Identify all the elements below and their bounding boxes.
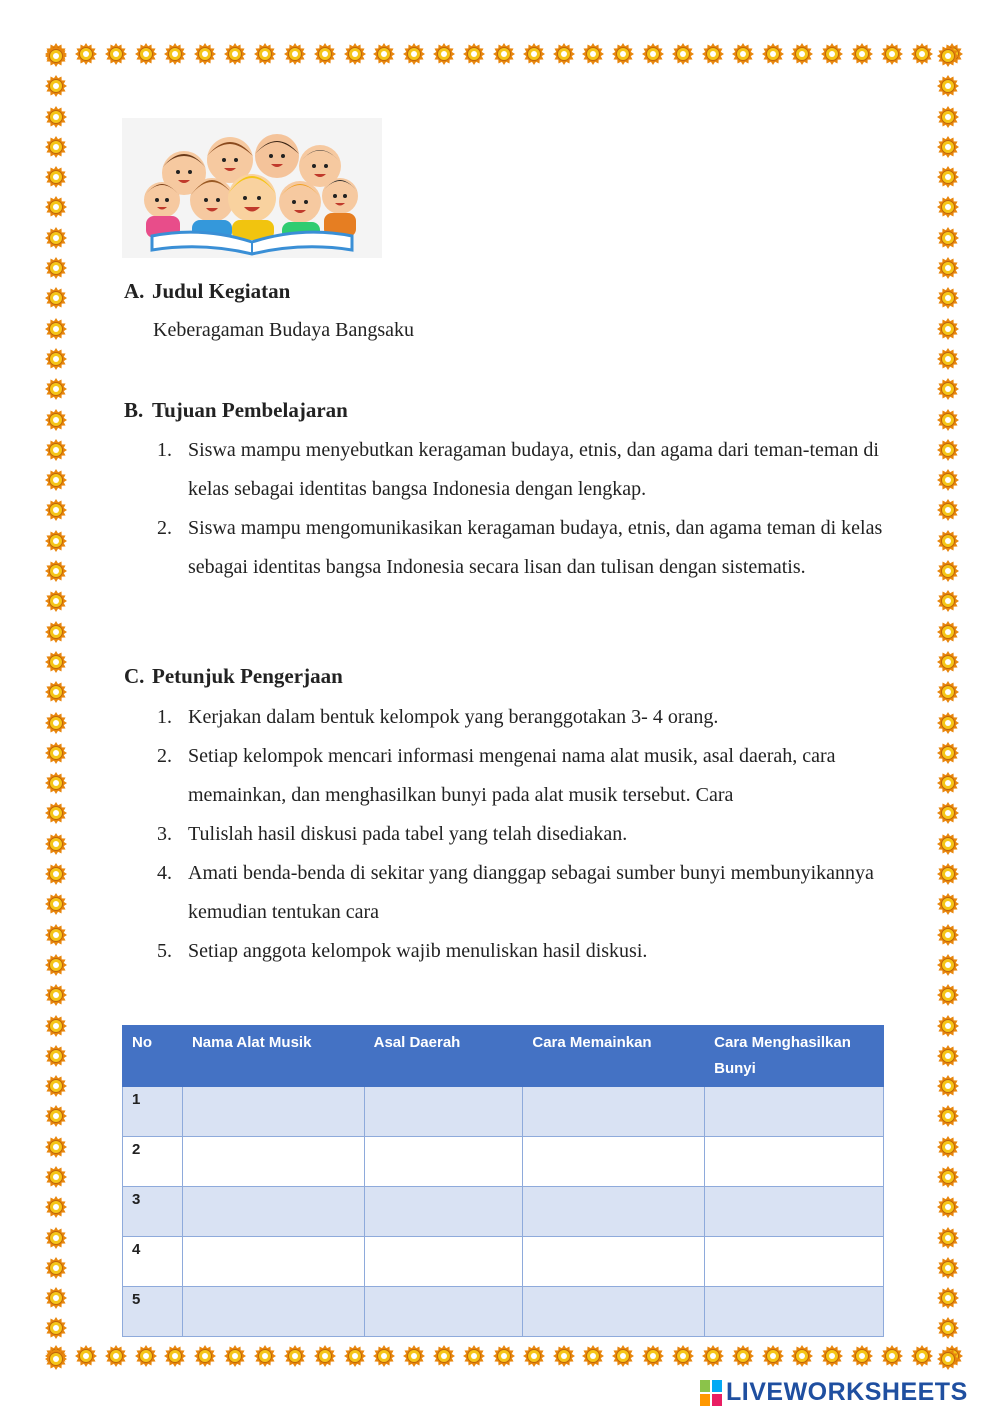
how-to-play-cell[interactable]	[523, 1137, 705, 1187]
row-number: 1	[123, 1087, 183, 1137]
sun-ornament-icon	[45, 499, 67, 521]
instrument-name-cell[interactable]	[182, 1287, 364, 1337]
sun-ornament-icon	[45, 1166, 67, 1188]
table-row	[123, 1187, 884, 1237]
list-item: 3. Tulislah hasil diskusi pada tabel yang telah disediakan.	[157, 823, 628, 845]
sun-ornament-icon	[45, 439, 67, 461]
sun-ornament-icon	[821, 43, 843, 65]
sun-ornament-icon	[702, 1345, 724, 1367]
sun-ornament-icon	[45, 560, 67, 582]
sun-ornament-icon	[937, 590, 959, 612]
sun-ornament-icon	[911, 1345, 933, 1367]
instrument-name-cell[interactable]	[182, 1237, 364, 1287]
sun-ornament-icon	[45, 106, 67, 128]
sun-ornament-icon	[45, 984, 67, 1006]
sun-ornament-icon	[937, 1105, 959, 1127]
sound-production-cell[interactable]	[705, 1237, 884, 1287]
sun-ornament-icon	[344, 1345, 366, 1367]
sun-ornament-icon	[224, 43, 246, 65]
sun-ornament-icon	[937, 106, 959, 128]
row-number: 2	[123, 1137, 183, 1187]
sun-ornament-icon	[284, 1345, 306, 1367]
sun-ornament-icon	[254, 43, 276, 65]
sun-ornament-icon	[373, 1345, 395, 1367]
sun-ornament-icon	[75, 43, 97, 65]
how-to-play-cell[interactable]	[523, 1187, 705, 1237]
activity-title: Keberagaman Budaya Bangsaku	[153, 319, 415, 341]
sun-ornament-icon	[937, 1317, 959, 1339]
sun-ornament-icon	[937, 1257, 959, 1279]
sun-ornament-icon	[45, 348, 67, 370]
learning-objectives-list	[153, 431, 913, 587]
sun-ornament-icon	[45, 409, 67, 431]
sun-ornament-icon	[553, 1345, 575, 1367]
sun-ornament-icon	[937, 287, 959, 309]
sun-ornament-icon	[45, 1045, 67, 1067]
instruction-text: Kerjakan dalam bentuk kelompok yang beranggotakan 3- 4 orang.	[188, 706, 719, 728]
sun-ornament-icon	[45, 1196, 67, 1218]
row-number: 4	[123, 1237, 183, 1287]
sun-ornament-icon	[45, 45, 67, 67]
table-row	[123, 1287, 884, 1337]
table-row	[123, 1237, 884, 1287]
sun-ornament-icon	[45, 1075, 67, 1097]
sun-ornament-icon	[45, 1227, 67, 1249]
how-to-play-cell[interactable]	[523, 1087, 705, 1137]
table-row	[123, 1087, 884, 1137]
sun-ornament-icon	[937, 954, 959, 976]
sun-ornament-icon	[937, 1287, 959, 1309]
sound-production-cell[interactable]	[705, 1287, 884, 1337]
sun-ornament-icon	[373, 43, 395, 65]
sun-ornament-icon	[937, 318, 959, 340]
sound-production-cell[interactable]	[705, 1137, 884, 1187]
sun-ornament-icon	[937, 651, 959, 673]
sun-ornament-icon	[45, 1136, 67, 1158]
sun-ornament-icon	[75, 1345, 97, 1367]
sun-ornament-icon	[851, 43, 873, 65]
sun-ornament-icon	[45, 681, 67, 703]
sun-ornament-icon	[45, 590, 67, 612]
sun-ornament-icon	[45, 621, 67, 643]
list-item: 2. Setiap kelompok mencari informasi mengenai nama alat musik, asal daerah, cara memainkan, dan menghasilkan bunyi pada alat musik tersebut. Cara	[157, 745, 836, 806]
sun-ornament-icon	[284, 43, 306, 65]
sun-ornament-icon	[493, 43, 515, 65]
list-item: 2. Siswa mampu mengomunikasikan keragaman budaya, etnis, dan agama teman di kelas sebagai identitas bangsa Indonesia secara lisan dan tulisan dengan sistematis.	[157, 517, 883, 578]
sun-ornament-icon	[135, 1345, 157, 1367]
sun-ornament-icon	[937, 136, 959, 158]
border-top	[45, 43, 963, 67]
sun-ornament-icon	[45, 196, 67, 218]
sun-ornament-icon	[45, 712, 67, 734]
sun-ornament-icon	[45, 1287, 67, 1309]
sun-ornament-icon	[45, 924, 67, 946]
sun-ornament-icon	[937, 257, 959, 279]
liveworksheets-logo[interactable]	[700, 1378, 968, 1407]
sun-ornament-icon	[937, 439, 959, 461]
section-b-title: Tujuan Pembelajaran	[152, 398, 348, 422]
sun-ornament-icon	[937, 409, 959, 431]
sun-ornament-icon	[937, 681, 959, 703]
sun-ornament-icon	[672, 43, 694, 65]
live-badge-icon	[700, 1380, 722, 1406]
instruction-text: Amati benda-benda di sekitar yang dianggap sebagai sumber bunyi membunyikannya kemudian tentukan cara	[188, 862, 874, 923]
sun-ornament-icon	[403, 43, 425, 65]
section-a-heading	[124, 279, 290, 304]
sun-ornament-icon	[937, 1075, 959, 1097]
list-item: 1. Kerjakan dalam bentuk kelompok yang beranggotakan 3- 4 orang.	[157, 706, 719, 728]
table-row	[123, 1137, 884, 1187]
border-left	[45, 45, 69, 1370]
instrument-name-cell[interactable]	[182, 1187, 364, 1237]
objective-text: Siswa mampu mengomunikasikan keragaman budaya, etnis, dan agama teman di kelas sebagai identitas bangsa Indonesia secara lisan dan tulisan dengan sistematis.	[188, 517, 883, 578]
header-no: No	[123, 1026, 183, 1087]
sun-ornament-icon	[45, 742, 67, 764]
sound-production-cell[interactable]	[705, 1187, 884, 1237]
origin-cell[interactable]	[364, 1087, 523, 1137]
sun-ornament-icon	[224, 1345, 246, 1367]
sun-ornament-icon	[612, 43, 634, 65]
sun-ornament-icon	[135, 43, 157, 65]
sun-ornament-icon	[937, 742, 959, 764]
sun-ornament-icon	[45, 469, 67, 491]
sun-ornament-icon	[105, 43, 127, 65]
sun-ornament-icon	[937, 1196, 959, 1218]
sun-ornament-icon	[105, 1345, 127, 1367]
section-c-heading	[124, 664, 343, 689]
sun-ornament-icon	[937, 984, 959, 1006]
sun-ornament-icon	[45, 1015, 67, 1037]
origin-cell[interactable]	[364, 1187, 523, 1237]
table-header-row	[123, 1026, 884, 1087]
section-b-letter: B.	[124, 398, 144, 422]
border-right	[937, 45, 961, 1370]
sun-ornament-icon	[433, 43, 455, 65]
header-origin: Asal Daerah	[364, 1026, 523, 1087]
instrument-name-cell[interactable]	[182, 1137, 364, 1187]
sun-ornament-icon	[937, 924, 959, 946]
sun-ornament-icon	[433, 1345, 455, 1367]
origin-cell[interactable]	[364, 1237, 523, 1287]
sun-ornament-icon	[732, 43, 754, 65]
sun-ornament-icon	[45, 318, 67, 340]
sun-ornament-icon	[45, 863, 67, 885]
sun-ornament-icon	[937, 802, 959, 824]
list-item: 5. Setiap anggota kelompok wajib menuliskan hasil diskusi.	[157, 940, 648, 962]
sun-ornament-icon	[881, 1345, 903, 1367]
sun-ornament-icon	[937, 833, 959, 855]
sun-ornament-icon	[45, 893, 67, 915]
sun-ornament-icon	[45, 833, 67, 855]
sun-ornament-icon	[642, 43, 664, 65]
section-c-title: Petunjuk Pengerjaan	[152, 664, 343, 688]
sun-ornament-icon	[463, 43, 485, 65]
sun-ornament-icon	[937, 348, 959, 370]
sun-ornament-icon	[937, 378, 959, 400]
sun-ornament-icon	[344, 43, 366, 65]
sun-ornament-icon	[612, 1345, 634, 1367]
sun-ornament-icon	[762, 43, 784, 65]
sun-ornament-icon	[937, 1348, 959, 1370]
header-sound-production: Cara Menghasilkan Bunyi	[705, 1026, 884, 1087]
sun-ornament-icon	[45, 166, 67, 188]
instrument-name-cell[interactable]	[182, 1087, 364, 1137]
sun-ornament-icon	[45, 378, 67, 400]
sun-ornament-icon	[937, 772, 959, 794]
objective-text: Siswa mampu menyebutkan keragaman budaya, etnis, dan agama dari teman-teman di kelas sebagai identitas bangsa Indonesia dengan lengkap.	[188, 439, 879, 500]
sun-ornament-icon	[45, 75, 67, 97]
sun-ornament-icon	[582, 43, 604, 65]
how-to-play-cell[interactable]	[523, 1287, 705, 1337]
sun-ornament-icon	[791, 43, 813, 65]
sun-ornament-icon	[45, 136, 67, 158]
sun-ornament-icon	[45, 1257, 67, 1279]
sun-ornament-icon	[523, 43, 545, 65]
how-to-play-cell[interactable]	[523, 1237, 705, 1287]
sun-ornament-icon	[463, 1345, 485, 1367]
instruction-text: Setiap anggota kelompok wajib menuliskan hasil diskusi.	[188, 940, 648, 962]
sun-ornament-icon	[791, 1345, 813, 1367]
sun-ornament-icon	[937, 893, 959, 915]
section-a-letter: A.	[124, 279, 145, 303]
sun-ornament-icon	[937, 227, 959, 249]
sun-ornament-icon	[164, 43, 186, 65]
instructions-list	[153, 698, 913, 971]
sun-ornament-icon	[254, 1345, 276, 1367]
sun-ornament-icon	[937, 1166, 959, 1188]
sun-ornament-icon	[937, 75, 959, 97]
sun-ornament-icon	[493, 1345, 515, 1367]
sun-ornament-icon	[45, 530, 67, 552]
sun-ornament-icon	[881, 43, 903, 65]
sun-ornament-icon	[582, 1345, 604, 1367]
sun-ornament-icon	[45, 1105, 67, 1127]
section-b-heading	[124, 398, 348, 423]
sun-ornament-icon	[672, 1345, 694, 1367]
sun-ornament-icon	[937, 45, 959, 67]
sun-ornament-icon	[937, 499, 959, 521]
row-number: 3	[123, 1187, 183, 1237]
sun-ornament-icon	[403, 1345, 425, 1367]
children-reading-illustration	[122, 118, 382, 258]
sun-ornament-icon	[523, 1345, 545, 1367]
sun-ornament-icon	[45, 227, 67, 249]
instruction-text: Setiap kelompok mencari informasi mengenai nama alat musik, asal daerah, cara memainkan, dan menghasilkan bunyi pada alat musik tersebut. Cara	[188, 745, 836, 806]
sun-ornament-icon	[911, 43, 933, 65]
sun-ornament-icon	[194, 43, 216, 65]
sun-ornament-icon	[45, 257, 67, 279]
sun-ornament-icon	[937, 621, 959, 643]
sun-ornament-icon	[314, 43, 336, 65]
sun-ornament-icon	[937, 196, 959, 218]
header-instrument-name: Nama Alat Musik	[182, 1026, 364, 1087]
sun-ornament-icon	[732, 1345, 754, 1367]
sun-ornament-icon	[164, 1345, 186, 1367]
sun-ornament-icon	[937, 530, 959, 552]
origin-cell[interactable]	[364, 1137, 523, 1187]
sun-ornament-icon	[937, 1045, 959, 1067]
sun-ornament-icon	[45, 802, 67, 824]
sun-ornament-icon	[937, 1227, 959, 1249]
sound-production-cell[interactable]	[705, 1087, 884, 1137]
sun-ornament-icon	[851, 1345, 873, 1367]
section-a-title: Judul Kegiatan	[152, 279, 291, 303]
sun-ornament-icon	[702, 43, 724, 65]
sun-ornament-icon	[553, 43, 575, 65]
sun-ornament-icon	[937, 1136, 959, 1158]
list-item: 4. Amati benda-benda di sekitar yang dianggap sebagai sumber bunyi membunyikannya kemudian tentukan cara	[157, 862, 874, 923]
border-bottom	[45, 1345, 963, 1369]
header-how-to-play: Cara Memainkan	[523, 1026, 705, 1087]
sun-ornament-icon	[642, 1345, 664, 1367]
origin-cell[interactable]	[364, 1287, 523, 1337]
sun-ornament-icon	[937, 1015, 959, 1037]
sun-ornament-icon	[45, 772, 67, 794]
sun-ornament-icon	[937, 712, 959, 734]
sun-ornament-icon	[314, 1345, 336, 1367]
sun-ornament-icon	[937, 166, 959, 188]
sun-ornament-icon	[937, 560, 959, 582]
sun-ornament-icon	[762, 1345, 784, 1367]
sun-ornament-icon	[45, 954, 67, 976]
sun-ornament-icon	[45, 651, 67, 673]
instruction-text: Tulislah hasil diskusi pada tabel yang telah disediakan.	[188, 823, 628, 845]
sun-ornament-icon	[45, 1317, 67, 1339]
sun-ornament-icon	[45, 287, 67, 309]
sun-ornament-icon	[821, 1345, 843, 1367]
music-instrument-table	[122, 1025, 884, 1337]
sun-ornament-icon	[45, 1348, 67, 1370]
sun-ornament-icon	[937, 469, 959, 491]
sun-ornament-icon	[937, 863, 959, 885]
sun-ornament-icon	[194, 1345, 216, 1367]
section-c-letter: C.	[124, 664, 145, 688]
brand-name: LIVEWORKSHEETS	[726, 1378, 968, 1406]
row-number: 5	[123, 1287, 183, 1337]
list-item: 1. Siswa mampu menyebutkan keragaman budaya, etnis, dan agama dari teman-teman di kelas sebagai identitas bangsa Indonesia dengan lengkap.	[157, 439, 879, 500]
